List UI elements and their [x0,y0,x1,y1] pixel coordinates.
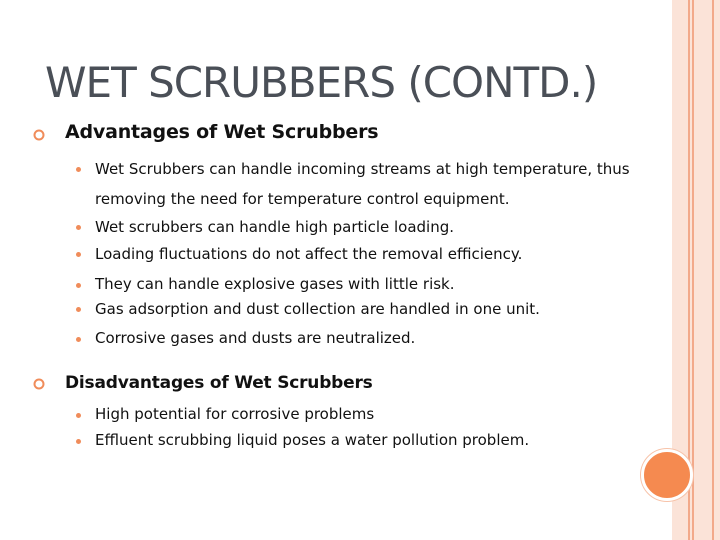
circle-bullet-icon [33,129,45,141]
list-item: Effluent scrubbing liquid poses a water pollution problem. [95,431,530,449]
list-item: Wet scrubbers can handle high particle loading. [95,218,455,236]
decorative-orange-circle [641,449,693,501]
bullet-dot [76,225,81,230]
list-item: They can handle explosive gases with little risk. [95,275,455,293]
bullet-dot [76,307,81,312]
list-item-continuation: removing the need for temperature control equipment. [95,190,510,208]
bullet-dot [76,337,81,342]
list-item: Loading fluctuations do not affect the removal efficiency. [95,245,523,263]
bullet-dot [76,439,81,444]
list-item: High potential for corrosive problems [95,405,375,423]
list-item: Corrosive gases and dusts are neutralized. [95,329,416,347]
bullet-dot [76,413,81,418]
bullet-dot [76,283,81,288]
band-line [692,0,694,540]
section-heading-disadvantages: Disadvantages of Wet Scrubbers [65,373,373,393]
slide-title: WET SCRUBBERS (CONTD.) [45,58,598,107]
list-item: Wet Scrubbers can handle incoming streams at high temperature, thus [95,160,630,178]
bullet-dot [76,252,81,257]
band-line [688,0,690,540]
section-heading-advantages: Advantages of Wet Scrubbers [65,121,379,143]
circle-bullet-icon [33,378,45,390]
band-line [712,0,714,540]
bullet-dot [76,167,81,172]
list-item: Gas adsorption and dust collection are handled in one unit. [95,300,540,318]
